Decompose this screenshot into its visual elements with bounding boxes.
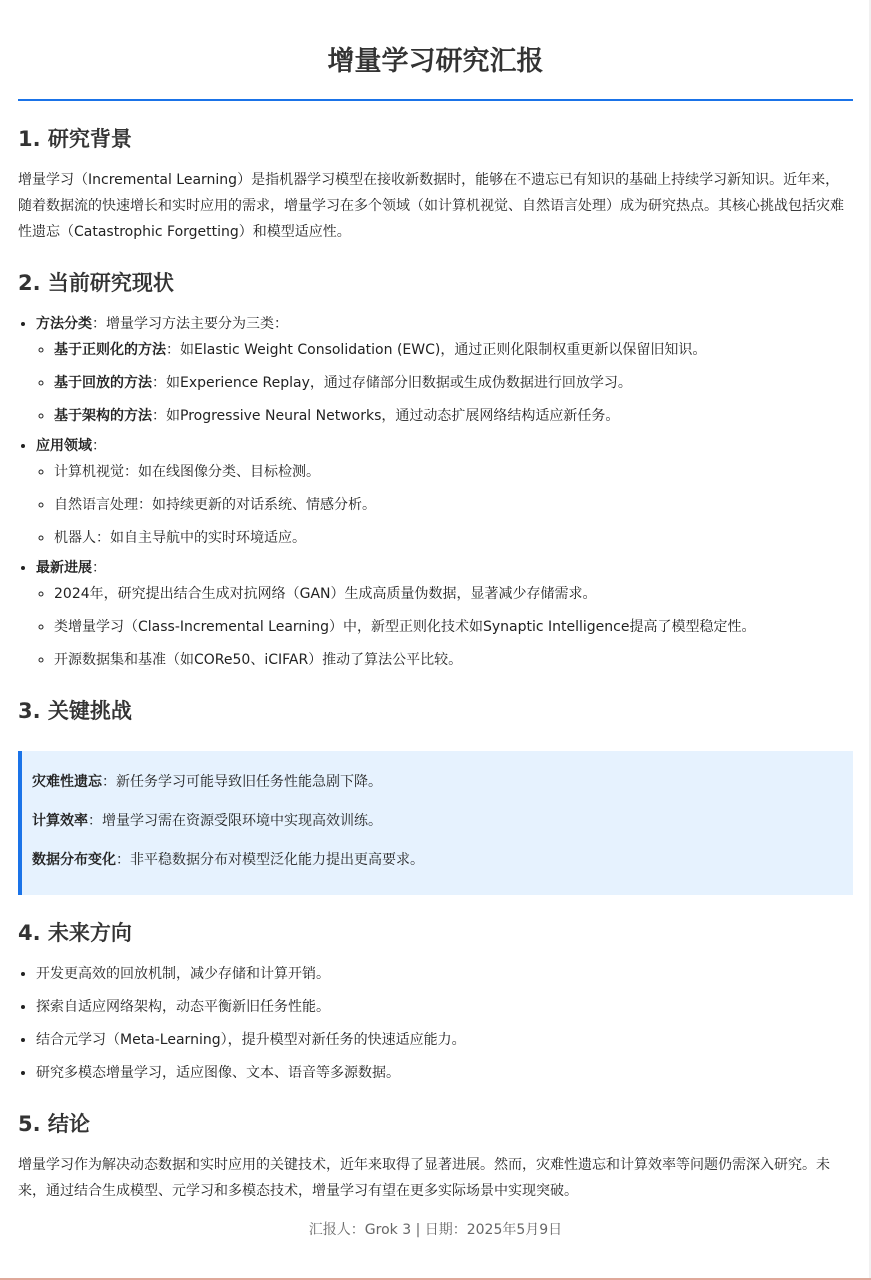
list-item: • 探索自适应网络架构，动态平衡新旧任务性能。 [36,994,853,1020]
progress-sublist [36,581,853,673]
page-title: 增量学习研究汇报 [18,0,853,101]
progress-label: 最新进展 [36,560,92,577]
conclusion-paragraph: 增量学习作为解决动态数据和实时应用的关键技术，近年来取得了显著进展。然而，灾难性遗忘和计算效率等问题仍需深入研究。未来，通过结合生成模型、元学习和多模态技术，增量学习有望在更多实际场景中实现突破。 [18,1157,830,1200]
challenge-item [32,769,841,795]
section-heading-challenges: 3. 关键挑战 [18,699,132,724]
challenge-text: ：新任务学习可能导致旧任务性能急剧下降。 [102,774,382,791]
status-list [18,311,853,673]
list-item [54,370,853,396]
list-item-methods [36,311,853,429]
list-item: ◦ 2024年，研究提出结合生成对抗网络（GAN）生成高质量伪数据，显著减少存储需求。 [54,581,853,607]
list-item: ◦ 开源数据集和基准（如CORe50、iCIFAR）推动了算法公平比较。 [54,647,853,673]
method-label: 基于回放的方法 [54,375,152,392]
challenge-text: ：非平稳数据分布对模型泛化能力提出更高要求。 [116,852,424,869]
method-text: ：如Experience Replay，通过存储部分旧数据或生成伪数据进行回放学习。 [152,375,632,392]
future-list [18,961,853,1086]
challenge-item [32,808,841,834]
applications-text: ： [92,438,106,455]
method-label: 基于正则化的方法 [54,342,166,359]
list-item-applications [36,433,853,551]
report-footer: 汇报人：Grok 3 | 日期：2025年5月9日 [308,1222,563,1239]
challenge-item [32,847,841,873]
challenge-label: 数据分布变化 [32,852,116,869]
section-heading-status: 2. 当前研究现状 [18,271,174,296]
applications-sublist [36,459,853,551]
methods-sublist [36,337,853,429]
methods-label: 方法分类 [36,316,92,333]
list-item: • 结合元学习（Meta-Learning），提升模型对新任务的快速适应能力。 [36,1027,853,1053]
list-item [54,403,853,429]
methods-text: ：增量学习方法主要分为三类： [92,316,288,333]
challenge-label: 灾难性遗忘 [32,774,102,791]
challenge-text: ：增量学习需在资源受限环境中实现高效训练。 [88,813,382,830]
method-label: 基于架构的方法 [54,408,152,425]
list-item: ◦ 机器人：如自主导航中的实时环境适应。 [54,525,853,551]
section-heading-background: 1. 研究背景 [18,127,132,152]
list-item: • 研究多模态增量学习，适应图像、文本、语音等多源数据。 [36,1060,853,1086]
list-item [54,337,853,363]
applications-label: 应用领域 [36,438,92,455]
background-paragraph: 增量学习（Incremental Learning）是指机器学习模型在接收新数据时，能够在不遗忘已有知识的基础上持续学习新知识。近年来，随着数据流的快速增长和实时应用的需求，增量学习在多个领域（如计算机视觉、自然语言处理）成为研究热点。其核心挑战包括灾难性遗忘（Catastrophic Forgetting）和模型适应性。 [18,172,844,241]
challenge-label: 计算效率 [32,813,88,830]
section-heading-conclusion: 5. 结论 [18,1112,90,1137]
list-item: ◦ 自然语言处理：如持续更新的对话系统、情感分析。 [54,492,853,518]
method-text: ：如Progressive Neural Networks，通过动态扩展网络结构适应新任务。 [152,408,620,425]
list-item: ◦ 类增量学习（Class-Incremental Learning）中，新型正则化技术如Synaptic Intelligence提高了模型稳定性。 [54,614,853,640]
list-item: ◦ 计算机视觉：如在线图像分类、目标检测。 [54,459,853,485]
progress-text: ： [92,560,106,577]
list-item: • 开发更高效的回放机制，减少存储和计算开销。 [36,961,853,987]
list-item-progress [36,555,853,673]
method-text: ：如Elastic Weight Consolidation (EWC)，通过正则化限制权重更新以保留旧知识。 [166,342,707,359]
challenges-box [18,751,853,895]
section-heading-future: 4. 未来方向 [18,921,132,946]
